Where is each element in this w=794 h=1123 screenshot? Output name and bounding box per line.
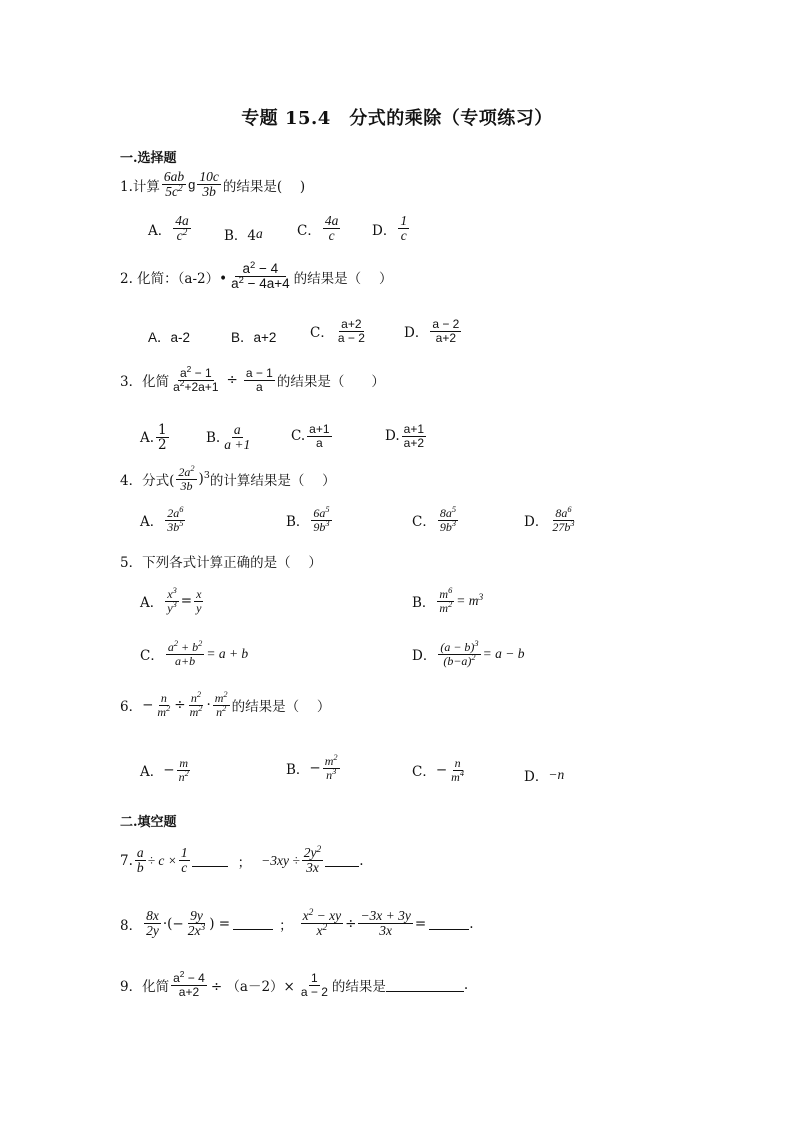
option-label: C． <box>297 222 321 239</box>
option-label: C. <box>291 428 306 445</box>
q1-frac-1: $\frac{6ab}{5c^2}$ <box>163 169 185 200</box>
q1-option-a[interactable]: A． $\frac{4a}{c^2}$ <box>148 213 189 244</box>
q7-sep: ； <box>237 854 252 871</box>
option-label: D． <box>404 325 429 342</box>
question-7: 7. $\frac{a}{b}$ ÷ c × $\frac{1}{c}$ ； −3xy ÷ $\frac{2y^2}{3x}$ . <box>120 845 364 876</box>
option-label: C． <box>140 648 164 665</box>
q1-op: g <box>188 177 196 193</box>
q6-option-c[interactable]: C． − $\frac{n}{m^4}$ <box>412 756 465 784</box>
option-label: A． <box>148 222 172 239</box>
q6-option-d[interactable]: D． −n <box>524 767 565 785</box>
q2-suffix: 的结果是（ ） <box>293 270 393 287</box>
option-label: B． <box>412 595 436 612</box>
q8-sep: ； <box>279 917 293 934</box>
question-5: 5．下列各式计算正确的是（ ） <box>120 555 322 571</box>
q3-frac-1: $\frac{a^2 - 1}{a^2+2a+1}$ <box>173 364 219 394</box>
q4-frac: $\frac{2a^2}{3b}$ <box>178 464 195 493</box>
q4-option-a[interactable]: A． $\frac{2a^6}{3b^5}$ <box>140 505 184 534</box>
option-label: B． <box>286 514 310 531</box>
section-fill: 二.填空题 <box>120 815 177 830</box>
q6-suffix: 的结果是（ ） <box>231 699 331 716</box>
q2-prefix: 2. 化简：（a-2）• <box>120 270 228 287</box>
q3-op: ÷ <box>226 372 238 389</box>
q9-blank[interactable] <box>386 979 464 992</box>
page-title: 专题 15.4 分式的乘除（专项练习） <box>241 108 553 129</box>
question-2 <box>120 262 392 291</box>
q3-suffix: 的结果是（ ） <box>276 374 385 391</box>
question-6: 6． − $\frac{n}{m^2}$ ÷ $\frac{n^2}{m^2}$ · $\frac{m^2}{n^2}$ 的结果是（ ） <box>120 690 331 719</box>
q5-option-c[interactable]: C． $\frac{a^2 + b^2}{a+b}$ = a + b <box>140 639 249 668</box>
q7-prefix: 7. <box>120 852 133 869</box>
question-9: 9．化简 $\frac{a^2 - 4}{a+2}$ ÷ （a－2）× $\frac{1}{a - 2}$ 的结果是 . <box>120 969 469 999</box>
q5-option-a[interactable]: A． $\frac{x^3}{y^3}$ = $\frac{x}{y}$ <box>140 586 202 615</box>
q9-suffix: 的结果是 <box>331 979 386 996</box>
option-label: A. <box>140 429 155 446</box>
option-label: A． <box>140 595 164 612</box>
question-3 <box>120 364 385 394</box>
option-label: A． <box>140 514 164 531</box>
option-label: C． <box>310 325 334 342</box>
q6-option-b[interactable]: B． − $\frac{m^2}{n^3}$ <box>286 753 338 782</box>
question-4: 4．分式( $\frac{2a^2}{3b}$ )$^3$ 的计算结果是（ ） <box>120 464 336 493</box>
q3-option-c[interactable]: C. $\frac{a+1}{a}$ <box>291 422 330 450</box>
q4-option-d[interactable]: D． $\frac{8a^6}{27b^3}$ <box>524 505 575 534</box>
q9-prefix: 9．化简 <box>120 979 170 996</box>
q2-option-d[interactable]: D． $\frac{a - 2}{a+2}$ <box>404 317 460 345</box>
option-label: B. <box>206 429 221 446</box>
q8-blank-1[interactable] <box>233 917 273 930</box>
q1-option-d[interactable]: D． $\frac{1}{c}$ <box>372 213 408 244</box>
option-label: C． <box>412 764 436 781</box>
option-label: C． <box>412 514 436 531</box>
q4-suffix: 的计算结果是（ ） <box>209 473 336 490</box>
q1-suffix: 的结果是( ) <box>222 178 306 195</box>
q1-option-b[interactable]: B．4 a <box>224 226 263 244</box>
q4-option-c[interactable]: C． $\frac{8a^5}{9b^3}$ <box>412 505 457 534</box>
option-label: D． <box>524 769 549 785</box>
q1-option-c[interactable]: C． $\frac{4a}{c}$ <box>297 213 339 244</box>
q4-option-b[interactable]: B． $\frac{6a^5}{9b^3}$ <box>286 505 330 534</box>
q2-option-b[interactable]: B．a+2 <box>231 330 277 345</box>
q1-prefix: 1.计算 <box>120 178 160 195</box>
question-8: 8． $\frac{8x}{2y}$ ·(− $\frac{9y}{2x^3}$ ) = ； $\frac{x^2 - xy}{x^2}$ ÷ $\frac{-3x + 3y}{3x}$ = . <box>120 908 474 939</box>
q4-prefix: 4．分式( <box>120 473 175 490</box>
q9-mid: ÷ （a－2）× <box>210 979 295 996</box>
q3-option-a[interactable]: A. $\frac{1}{2}$ <box>140 422 167 454</box>
q3-option-b[interactable]: B. $\frac{a}{a +1}$ <box>206 422 251 453</box>
q8-blank-2[interactable] <box>429 917 469 930</box>
question-1 <box>120 170 305 199</box>
option-label: D. <box>385 428 400 445</box>
q1-frac-2: $\frac{10c}{3b}$ <box>199 169 219 200</box>
q6-option-a[interactable]: A． − $\frac{m}{n^2}$ <box>140 756 189 784</box>
option-label: D． <box>372 222 397 239</box>
q2-frac: $\frac{a^2 - 4}{a^2 - 4a+4}$ <box>231 260 290 292</box>
q6-prefix: 6． <box>120 699 143 716</box>
q3-prefix: 3．化简 <box>120 374 170 391</box>
option-label: D． <box>524 514 549 531</box>
q7-blank-1[interactable] <box>192 854 228 867</box>
q3-frac-2: $\frac{a - 1}{a}$ <box>245 366 273 394</box>
q2-option-a[interactable]: A．a-2 <box>148 330 191 345</box>
option-label: B． <box>286 762 310 779</box>
q5-option-d[interactable]: D． $\frac{(a - b)^3}{(b-a)^2}$ = a − b <box>412 639 525 668</box>
q8-prefix: 8． <box>120 917 143 934</box>
q5-option-b[interactable]: B． $\frac{m^6}{m^2}$ = $m^3$ <box>412 586 484 615</box>
q2-option-c[interactable]: C． $\frac{a+2}{a - 2}$ <box>310 317 365 345</box>
q3-option-d[interactable]: D. $\frac{a+1}{a+2}$ <box>385 422 424 450</box>
section-choice: 一.选择题 <box>120 151 177 166</box>
option-label: A． <box>140 764 164 781</box>
option-label: B．4 <box>224 228 257 244</box>
option-label: D． <box>412 648 437 665</box>
q7-blank-2[interactable] <box>325 854 359 867</box>
